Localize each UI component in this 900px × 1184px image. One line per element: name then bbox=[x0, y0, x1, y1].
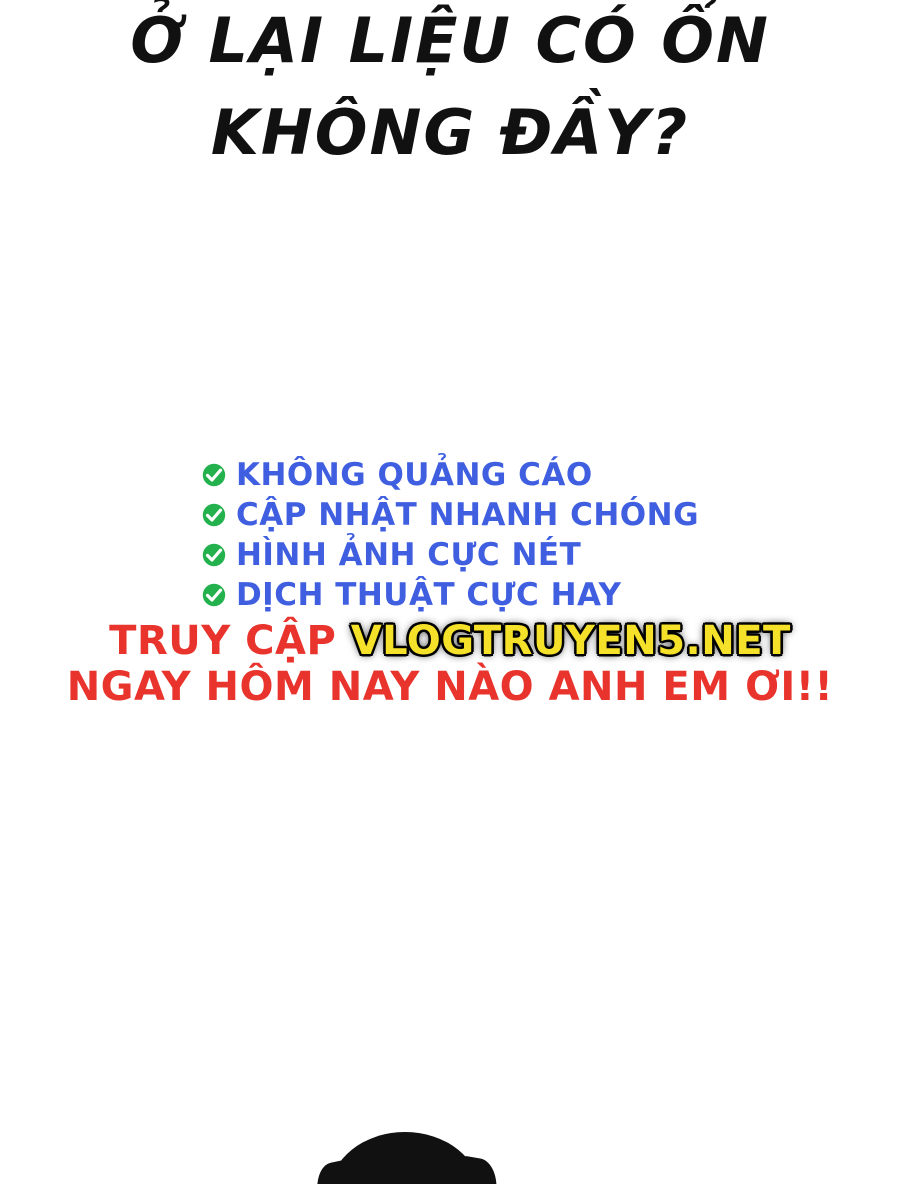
feature-label: DỊCH THUẬT CỰC HAY bbox=[235, 577, 622, 613]
check-circle-icon bbox=[201, 502, 227, 528]
feature-label: CẬP NHẬT NHANH CHÓNG bbox=[235, 497, 700, 533]
cta-site-url: VLOGTRUYEN5.NET bbox=[350, 618, 791, 664]
cta-prefix: TRUY CẬP bbox=[109, 618, 337, 664]
cta-line-1 bbox=[0, 618, 900, 664]
feature-list bbox=[201, 455, 699, 615]
check-circle-icon bbox=[201, 542, 227, 568]
feature-item bbox=[201, 575, 699, 615]
feature-item bbox=[201, 535, 699, 575]
character-silhouette bbox=[0, 1110, 900, 1184]
feature-item bbox=[201, 455, 699, 495]
check-circle-icon bbox=[201, 582, 227, 608]
call-to-action bbox=[0, 618, 900, 710]
feature-label: HÌNH ẢNH CỰC NÉT bbox=[235, 537, 582, 573]
feature-item bbox=[201, 495, 699, 535]
check-circle-icon bbox=[201, 462, 227, 488]
dialogue-line-2: KHÔNG ĐẦY? bbox=[210, 96, 690, 169]
promo-watermark bbox=[0, 455, 900, 710]
cta-line-2: NGAY HÔM NAY NÀO ANH EM ƠI!! bbox=[66, 664, 834, 710]
hair-mass bbox=[330, 1132, 480, 1184]
dialogue-line-1: Ở LẠI LIỆU CÓ ỔN bbox=[130, 4, 770, 77]
feature-label: KHÔNG QUẢNG CÁO bbox=[235, 457, 593, 493]
